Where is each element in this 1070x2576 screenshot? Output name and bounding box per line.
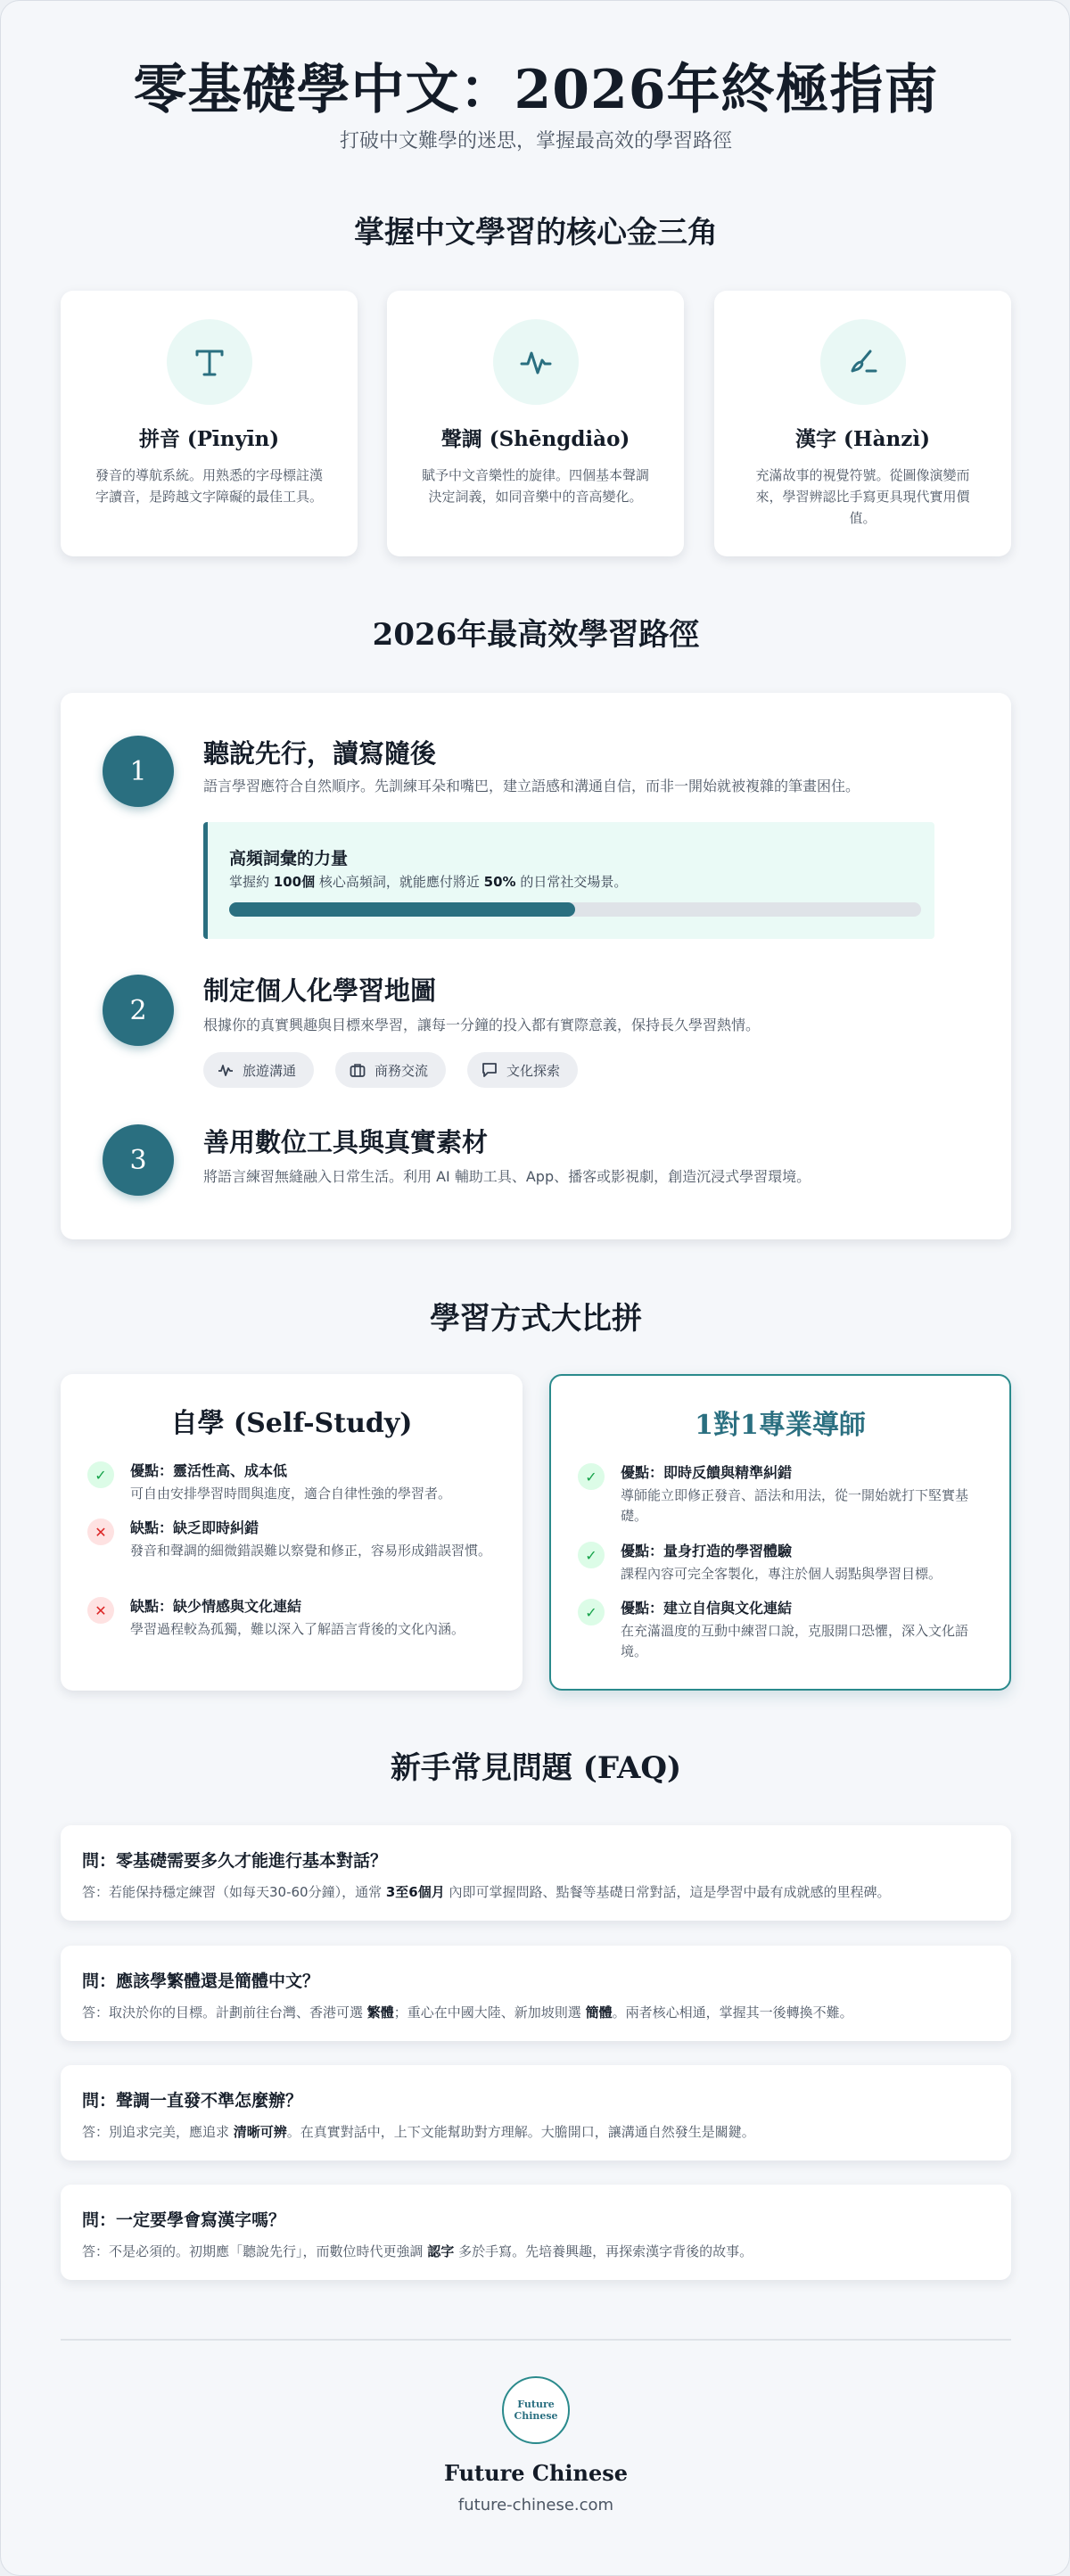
- tag-label: 文化探索: [506, 1062, 561, 1079]
- step-title: 善用數位工具與真實素材: [203, 1127, 489, 1157]
- faq-section-title: 新手常見問題 (FAQ): [390, 1750, 682, 1786]
- faq-question: 問：聲調一直發不準怎麼辦？: [82, 2091, 303, 2111]
- brush-icon: [820, 319, 906, 405]
- compare-item: [578, 1540, 986, 1584]
- brand-logo[interactable]: [502, 2376, 570, 2444]
- tag-travel[interactable]: [203, 1052, 314, 1088]
- highlight-box: [203, 822, 934, 939]
- step-number: 2: [103, 975, 174, 1046]
- step-desc: 將語言練習無縫融入日常生活。利用 AI 輔助工具、App、播客或影視劇，創造沉浸式學習環境。: [203, 1168, 811, 1185]
- step-number: 1: [103, 736, 174, 807]
- cross-icon: ✕: [87, 1597, 114, 1624]
- compare-item-head: 優點：即時反饋與精準糾錯: [621, 1464, 793, 1481]
- compare-item-text: 學習過程較為孤獨，難以深入了解語言背後的文化內涵。: [130, 1621, 465, 1637]
- pillar-title: 拼音 (Pīnyīn): [138, 427, 280, 451]
- page-title: 零基礎學中文：2026年終極指南: [133, 59, 939, 121]
- compare-item: [87, 1517, 496, 1561]
- faq-question: 問：一定要學會寫漢字嗎？: [82, 2210, 286, 2230]
- compare-item: [578, 1597, 986, 1662]
- compare-item-text: 課程內容可完全客製化，專注於個人弱點與學習目標。: [621, 1566, 942, 1582]
- faq-answer: 答：不是必須的。初期應「聽說先行」，而數位時代更強調 認字 多於手寫。先培養興趣，再探索漢字背後的故事。: [82, 2243, 753, 2259]
- footer-url-link[interactable]: future-chinese.com: [457, 2496, 614, 2514]
- faq-answer: 答：別追求完美，應追求 清晰可辨。在真實對話中，上下文能幫助對方理解。大膽開口，讓溝通自然發生是關鍵。: [82, 2124, 755, 2140]
- check-icon: ✓: [87, 1461, 114, 1488]
- faq-question: 問：應該學繁體還是簡體中文？: [82, 1971, 320, 1991]
- step-number: 3: [103, 1124, 174, 1196]
- compare-card-self-study: [61, 1374, 523, 1691]
- compare-item-head: 優點：量身打造的學習體驗: [621, 1543, 793, 1560]
- compare-card-title: 1對1專業導師: [695, 1410, 866, 1441]
- highlight-desc: 掌握約 100個 核心高頻詞，就能應付將近 50% 的日常社交場景。: [229, 874, 628, 890]
- step-title: 制定個人化學習地圖: [203, 975, 437, 1006]
- compare-item-text: 在充滿溫度的互動中練習口說，克服開口恐懼，深入文化語境。: [621, 1623, 969, 1659]
- faq-item[interactable]: [61, 1825, 1011, 1921]
- learning-path-card: [61, 693, 1011, 1239]
- check-icon: ✓: [578, 1542, 605, 1568]
- tag-label: 旅遊溝通: [243, 1062, 297, 1079]
- compare-item-text: 發音和聲調的細微錯誤難以察覺和修正，容易形成錯誤習慣。: [130, 1543, 492, 1559]
- tag-label: 商務交流: [374, 1062, 429, 1079]
- compare-item: [87, 1460, 496, 1504]
- logo-text: Chinese: [514, 2410, 558, 2422]
- step-title: 聽說先行，讀寫隨後: [203, 738, 437, 769]
- compare-item-text: 導師能立即修正發音、語法和用法，從一開始就打下堅實基礎。: [621, 1487, 969, 1524]
- progress-fill: [229, 902, 575, 917]
- step-desc: 語言學習應符合自然順序。先訓練耳朵和嘴巴，建立語感和溝通自信，而非一開始就被複雜的筆畫困住。: [203, 778, 860, 794]
- path-section-title: 2026年最高效學習路徑: [372, 617, 700, 653]
- compare-card-title: 自學 (Self-Study): [170, 1408, 413, 1439]
- briefcase-icon: [350, 1062, 366, 1078]
- pillar-desc: 充滿故事的視覺符號。從圖像演變而來，學習辨認比手寫更具現代實用價值。: [755, 467, 970, 526]
- faq-item[interactable]: [61, 2185, 1011, 2280]
- check-icon: ✓: [578, 1463, 605, 1490]
- highlight-title: 高頻詞彙的力量: [229, 849, 349, 868]
- footer-divider: [61, 2339, 1011, 2341]
- pillars-section-title: 掌握中文學習的核心金三角: [354, 215, 718, 251]
- wave-icon: [218, 1062, 234, 1078]
- faq-answer: 答：若能保持穩定練習（如每天30-60分鐘），通常 3至6個月 內即可掌握問路、點餐等基礎日常對話，這是學習中最有成就感的里程碑。: [82, 1884, 891, 1900]
- pillar-card-pinyin: [61, 291, 358, 556]
- cross-icon: ✕: [87, 1518, 114, 1545]
- logo-text: Future: [517, 2399, 555, 2410]
- faq-answer: 答：取決於你的目標。計劃前往台灣、香港可選 繁體；重心在中國大陸、新加坡則選 簡體。兩者核心相通，掌握其一後轉換不難。: [82, 2004, 853, 2020]
- tag-culture[interactable]: [467, 1052, 578, 1088]
- pillar-desc: 賦予中文音樂性的旋律。四個基本聲調決定詞義，如同音樂中的音高變化。: [421, 467, 649, 505]
- compare-item-head: 優點：建立自信與文化連結: [621, 1600, 793, 1617]
- page-subtitle: 打破中文難學的迷思，掌握最高效的學習路徑: [339, 130, 732, 152]
- wave-icon: [493, 319, 579, 405]
- step-desc: 根據你的真實興趣與目標來學習，讓每一分鐘的投入都有實際意義，保持長久學習熱情。: [203, 1016, 761, 1033]
- compare-item-head: 缺點：缺少情感與文化連結: [130, 1598, 302, 1615]
- compare-item-head: 優點：靈活性高、成本低: [130, 1462, 288, 1479]
- footer-brand: Future Chinese: [443, 2460, 629, 2486]
- compare-item-head: 缺點：缺乏即時糾錯: [130, 1519, 259, 1536]
- faq-question: 問：零基礎需要多久才能進行基本對話？: [82, 1851, 388, 1871]
- compare-item: [578, 1461, 986, 1527]
- compare-item: [87, 1595, 496, 1640]
- compare-item-text: 可自由安排學習時間與進度，適合自律性強的學習者。: [130, 1486, 452, 1502]
- pillar-desc: 發音的導航系統。用熟悉的字母標註漢字讀音，是跨越文字障礙的最佳工具。: [95, 467, 323, 505]
- pillar-card-tones: [387, 291, 684, 556]
- compare-section-title: 學習方式大比拼: [430, 1301, 642, 1337]
- chat-icon: [482, 1062, 498, 1078]
- compare-card-tutor: [549, 1374, 1011, 1691]
- pillar-card-hanzi: [714, 291, 1011, 556]
- faq-item[interactable]: [61, 1946, 1011, 2041]
- text-t-icon: [167, 319, 252, 405]
- progress-bar: [229, 902, 921, 917]
- faq-item[interactable]: [61, 2065, 1011, 2160]
- pillar-title: 聲調 (Shēngdiào): [440, 427, 630, 451]
- check-icon: ✓: [578, 1599, 605, 1625]
- pillar-title: 漢字 (Hànzì): [795, 427, 930, 451]
- tag-business[interactable]: [335, 1052, 446, 1088]
